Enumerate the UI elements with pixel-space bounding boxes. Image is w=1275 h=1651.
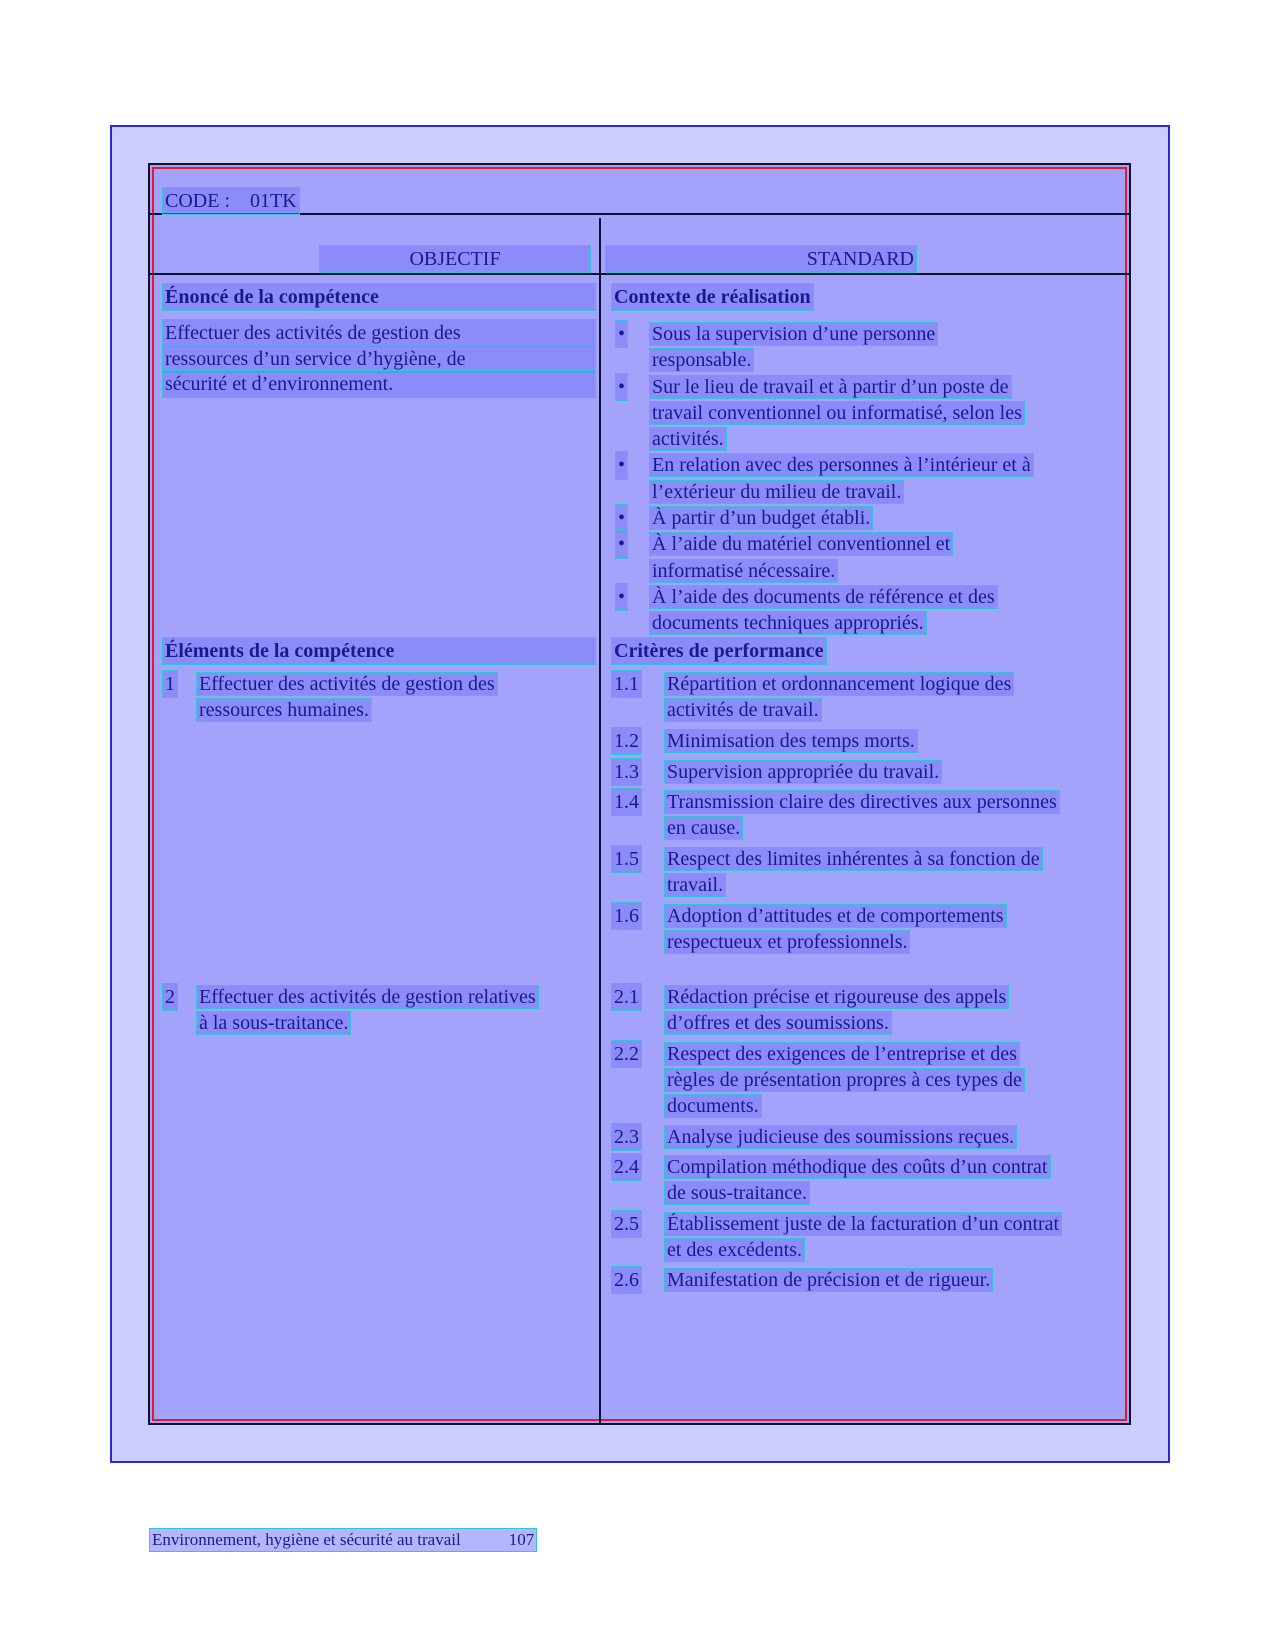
- code-line: [163, 188, 299, 214]
- code-label: CODE :: [165, 190, 230, 212]
- bullet-icon: •: [616, 452, 627, 478]
- elements-title: Éléments de la compétence: [163, 638, 595, 664]
- list-item: • Sous la supervision d’une personne responsable.: [618, 323, 936, 372]
- bullet-icon: •: [616, 584, 627, 610]
- column-divider: [599, 218, 601, 1423]
- criteres-title: Critères de performance: [614, 640, 824, 662]
- footer-text: Environnement, hygiène et sécurité au travail: [152, 1530, 461, 1549]
- objectif-header: OBJECTIF: [320, 246, 590, 272]
- enonce-title: Énoncé de la compétence: [163, 284, 595, 310]
- enonce-line: ressources d’un service d’hygiène, de: [163, 346, 595, 372]
- list-item: • Sur le lieu de travail et à partir d’un poste de travail conventionnel ou informatisé, selon les activités.: [618, 375, 1022, 451]
- contexte-title: Contexte de réalisation: [614, 286, 811, 308]
- enonce-line: Effectuer des activités de gestion des: [163, 320, 595, 346]
- column-header-divider: [150, 273, 1130, 275]
- list-item: • À partir d’un budget établi.: [612, 505, 1092, 531]
- bullet-icon: •: [616, 374, 627, 400]
- bullet-icon: •: [616, 505, 627, 531]
- contexte-list: [612, 321, 1092, 637]
- list-item: • En relation avec des personnes à l’intérieur et à l’extérieur du milieu de travail.: [618, 454, 1031, 503]
- bullet-icon: •: [616, 321, 627, 347]
- list-item: • À l’aide des documents de référence et des documents techniques appropriés.: [618, 585, 995, 635]
- code-value: 01TK: [250, 190, 297, 212]
- page-footer: [150, 1529, 536, 1551]
- standard-header: STANDARD: [606, 246, 916, 272]
- enonce-line: sécurité et d’environnement.: [163, 371, 595, 397]
- page-number: 107: [508, 1530, 535, 1549]
- bullet-icon: •: [616, 531, 627, 557]
- list-item: • À l’aide du matériel conventionnel et informatisé nécessaire.: [618, 533, 951, 582]
